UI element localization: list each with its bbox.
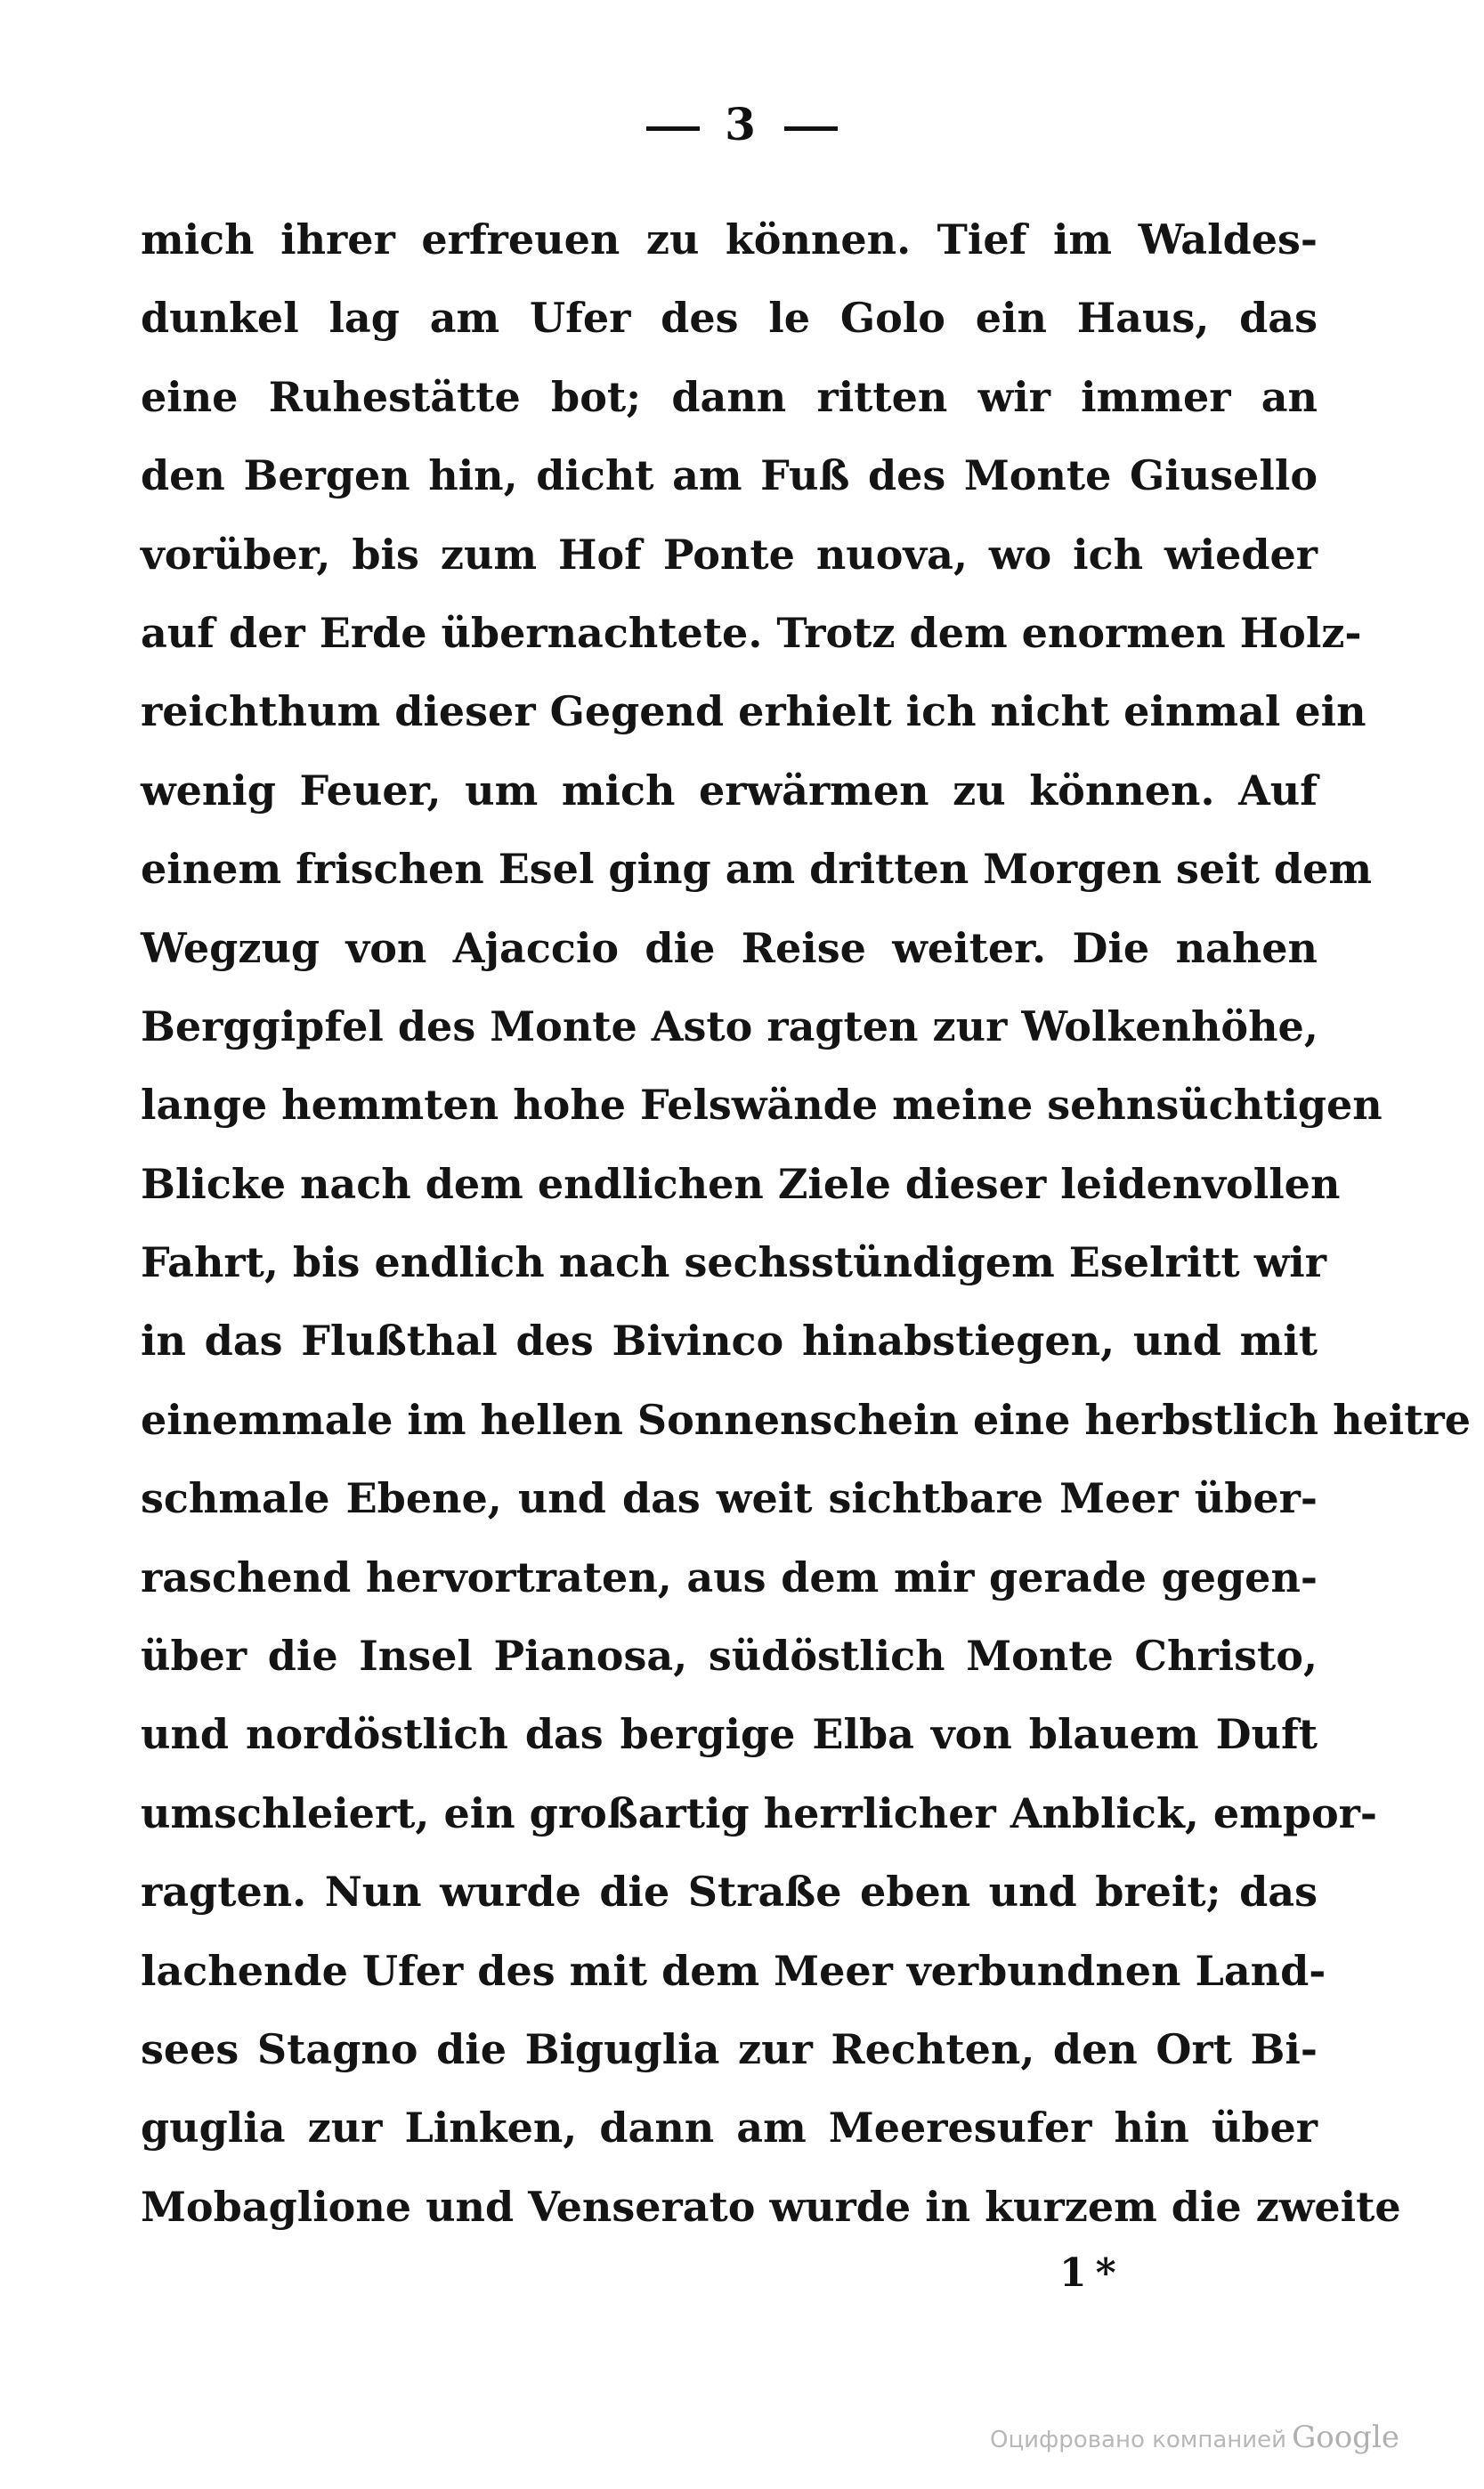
text-line: ragten. Nun wurde die Straße eben und breit; das: [141, 1868, 1318, 1917]
text-line: einemmale im hellen Sonnenschein eine herbstlich heitre: [141, 1395, 1472, 1444]
text-line: einem frischen Esel ging am dritten Morgen seit dem: [141, 845, 1373, 894]
digitization-watermark: [990, 2420, 1399, 2455]
text-line: lange hemmten hohe Felswände meine sehnsüchtigen: [141, 1081, 1383, 1130]
watermark-logo: Google: [1292, 2420, 1399, 2455]
text-line: Wegzug von Ajaccio die Reise weiter. Die nahen: [141, 923, 1318, 972]
text-line: auf der Erde übernachtete. Trotz dem enormen Holz-: [141, 608, 1362, 657]
watermark-text: Оцифровано компанией: [990, 2427, 1287, 2453]
text-line: schmale Ebene, und das weit sichtbare Meer über-: [141, 1474, 1318, 1523]
text-line: raschend hervortraten, aus dem mir gerade gegen-: [141, 1553, 1318, 1601]
header-dash-right: [784, 126, 838, 131]
body-text: [141, 200, 1472, 2246]
page-number: 3: [725, 98, 759, 150]
text-line: Berggipfel des Monte Asto ragten zur Wolkenhöhe,: [141, 1001, 1318, 1050]
text-line: sees Stagno die Biguglia zur Rechten, den Ort Bi-: [141, 2024, 1318, 2073]
text-line: reichthum dieser Gegend erhielt ich nicht einmal ein: [141, 687, 1366, 736]
text-line: dunkel lag am Ufer des le Golo ein Haus, das: [141, 294, 1318, 343]
text-line: guglia zur Linken, dann am Meeresufer hin über: [141, 2104, 1318, 2153]
text-line: lachende Ufer des mit dem Meer verbundnen Land-: [141, 1946, 1326, 1995]
text-line: mich ihrer erfreuen zu können. Tief im Waldes-: [141, 215, 1318, 263]
text-line: über die Insel Pianosa, südöstlich Monte Christo,: [141, 1632, 1318, 1681]
page-header: [0, 98, 1484, 150]
text-line: Blicke nach dem endlichen Ziele dieser leidenvollen: [141, 1159, 1341, 1208]
text-line: vorüber, bis zum Hof Ponte nuova, wo ich wieder: [141, 530, 1318, 579]
text-line: wenig Feuer, um mich erwärmen zu können. Auf: [141, 766, 1318, 815]
text-line: eine Ruhestätte bot; dann ritten wir immer an: [141, 372, 1318, 421]
text-line: und nordöstlich das bergige Elba von blauem Duft: [141, 1710, 1318, 1759]
text-line: Mobaglione und Venserato wurde in kurzem die zweite: [141, 2182, 1401, 2231]
signature-mark: 1*: [1059, 2250, 1125, 2296]
text-line: den Bergen hin, dicht am Fuß des Monte Giusello: [141, 451, 1318, 500]
text-line: Fahrt, bis endlich nach sechsstündigem Eselritt wir: [141, 1238, 1327, 1287]
text-line: in das Flußthal des Bivinco hinabstiegen, und mit: [141, 1317, 1318, 1366]
text-line: umschleiert, ein großartig herrlicher Anblick, empor-: [141, 1788, 1378, 1837]
header-dash-left: [646, 126, 700, 131]
